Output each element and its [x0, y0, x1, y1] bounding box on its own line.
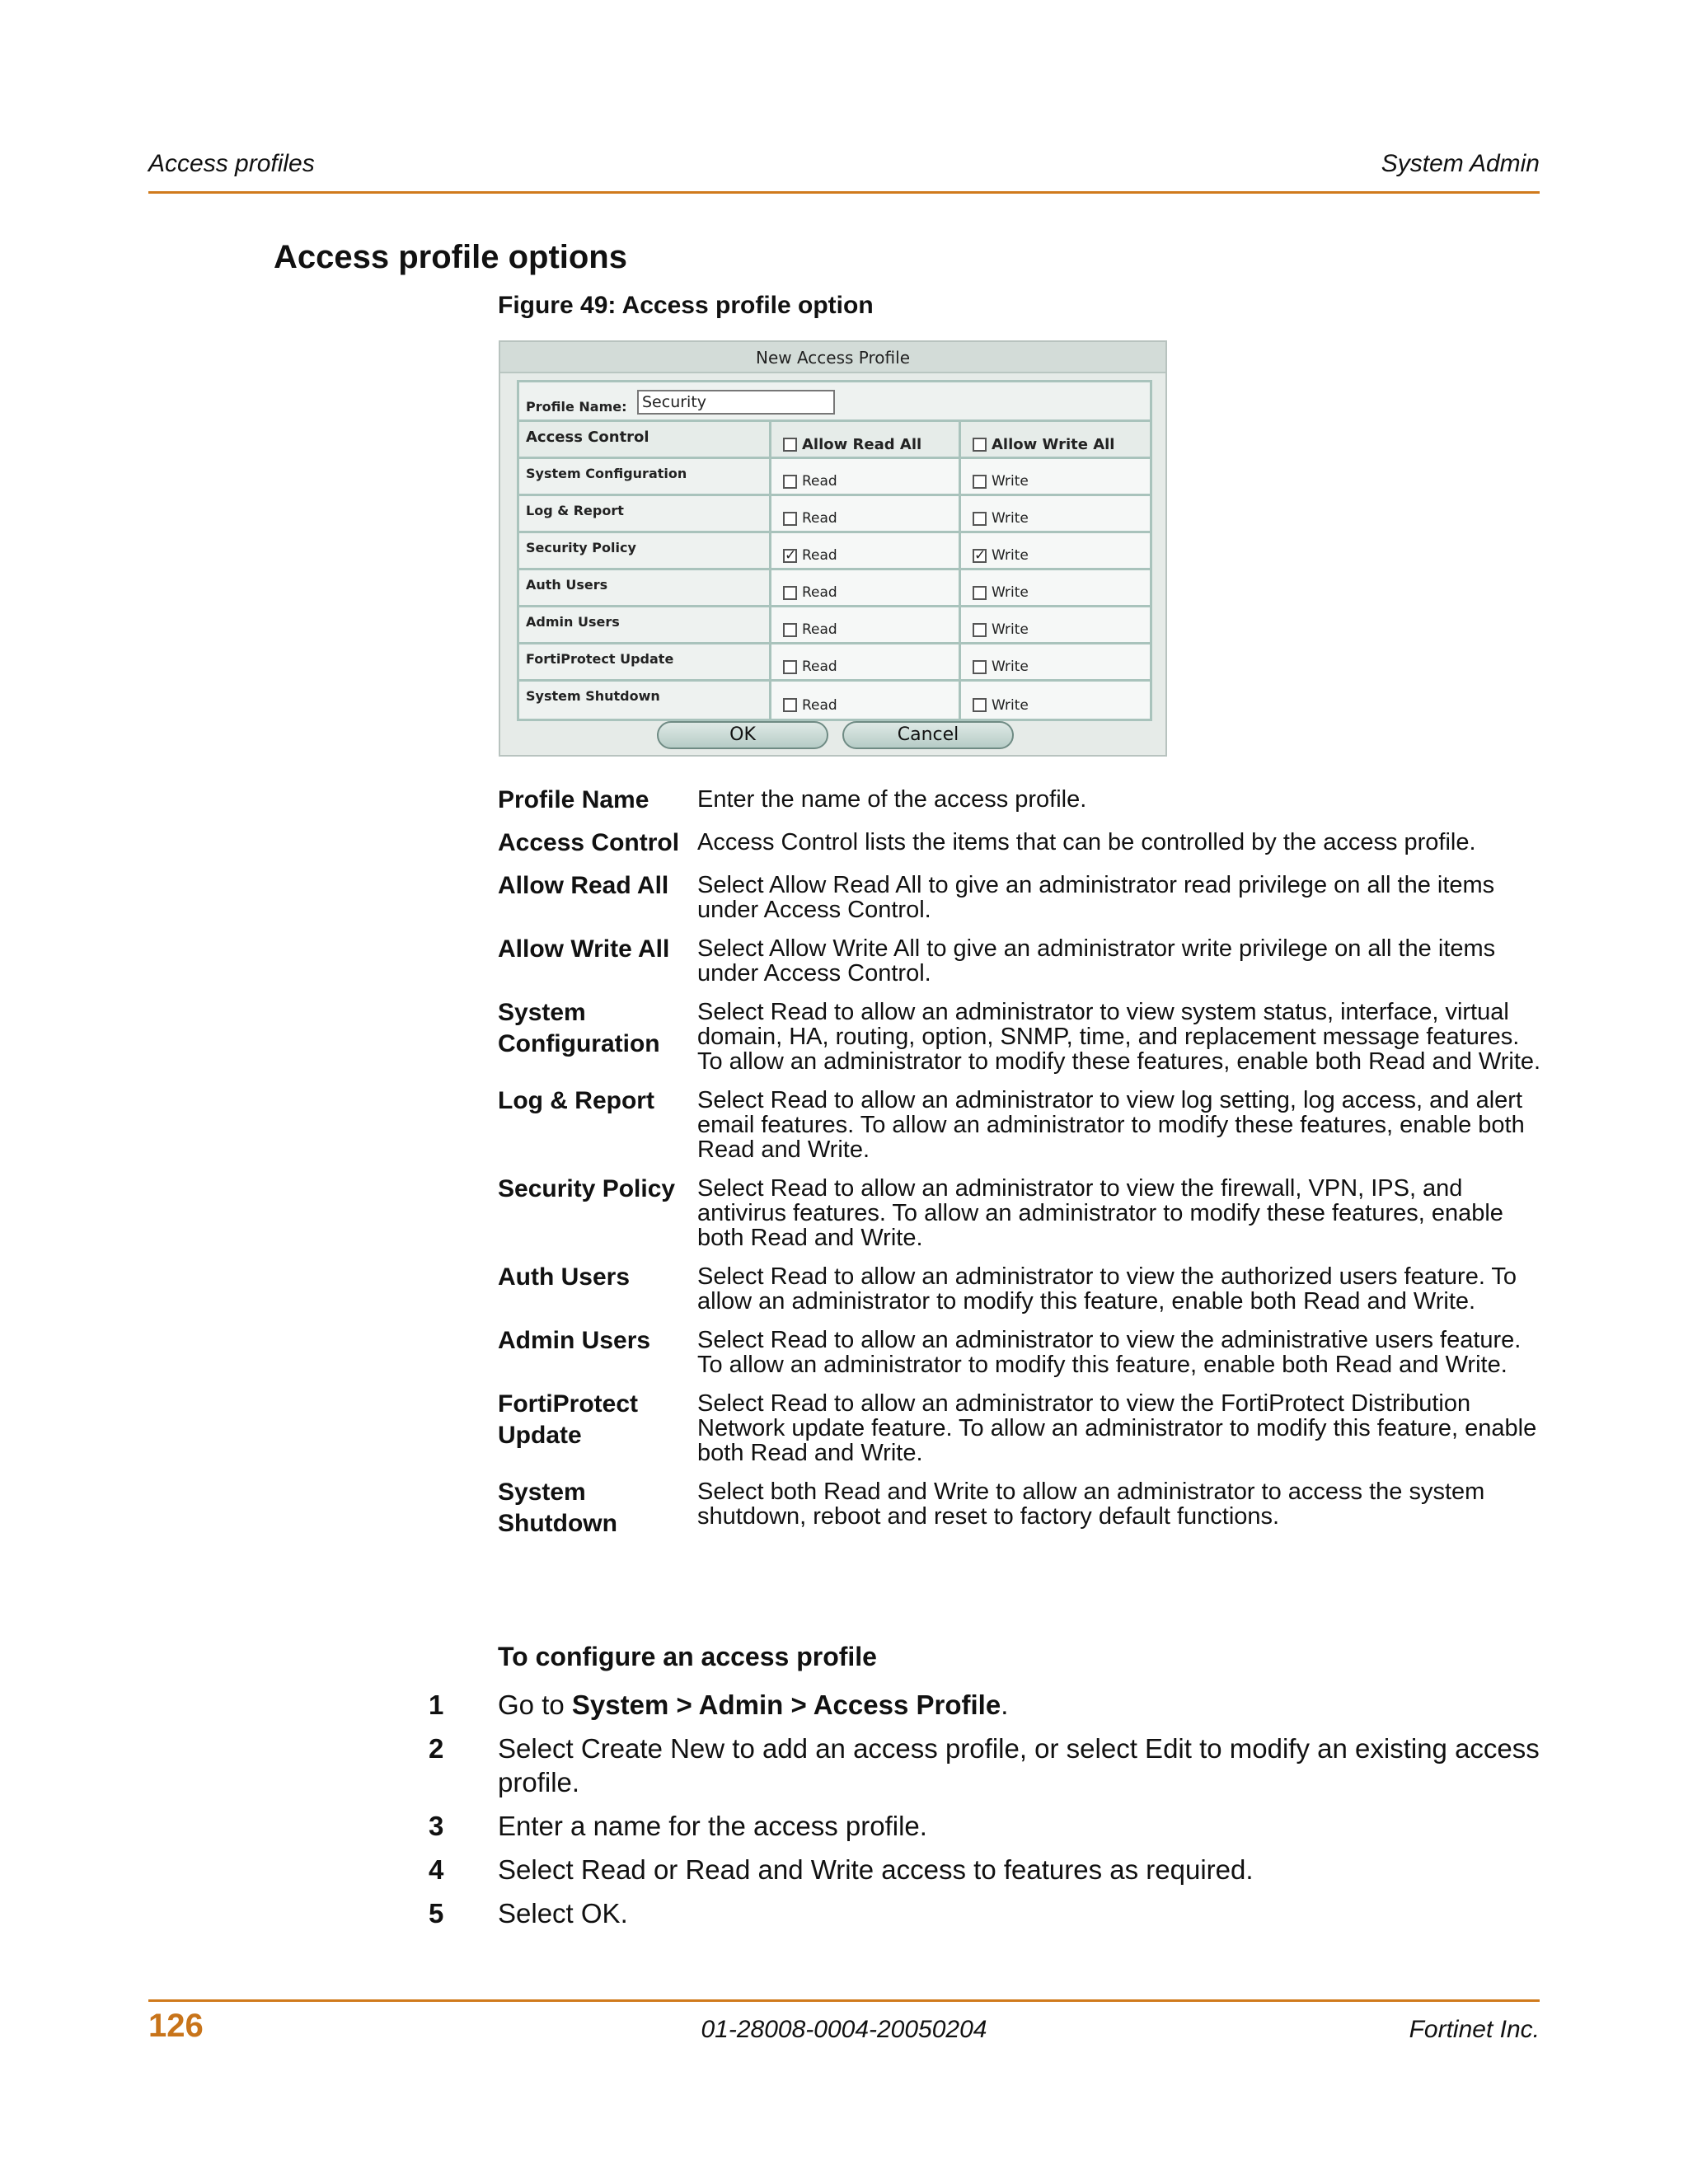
read-checkbox[interactable]	[783, 475, 797, 489]
write-checkbox[interactable]	[973, 586, 987, 600]
definition-term: Auth Users	[498, 1263, 631, 1291]
footer-rule	[148, 1999, 1540, 2002]
feature-row-security-policy	[519, 533, 1150, 570]
section-title: Access profile options	[274, 239, 627, 275]
step-text	[498, 1896, 1550, 1930]
read-checkbox[interactable]	[783, 623, 797, 637]
access-control-label: Access Control	[519, 422, 771, 457]
step-text-pre: Select Read or Read and Write access to features as required.	[498, 1854, 1254, 1885]
read-checkbox[interactable]	[783, 586, 797, 600]
header-rule	[148, 191, 1540, 194]
definition-item	[498, 870, 1545, 922]
definition-item	[498, 827, 1545, 859]
write-checkbox[interactable]	[973, 698, 987, 712]
definition-item	[498, 934, 1545, 986]
read-label: Read	[802, 696, 837, 714]
definition-description: Select Read to allow an administrator to view system status, interface, virtual domain, HA, routing, option, SNMP, time, and replacement message features. To allow an administrator to modify these features, enable both Read and Write.	[697, 999, 1541, 1075]
read-label: Read	[802, 510, 837, 527]
feature-name: System Configuration	[519, 459, 771, 494]
definition-item	[498, 785, 1545, 816]
profile-name-input[interactable]: Security	[637, 390, 835, 415]
cancel-button[interactable]: Cancel	[842, 721, 1014, 749]
write-checkbox[interactable]	[973, 475, 987, 489]
dialog-buttons	[500, 721, 1165, 752]
read-checkbox[interactable]	[783, 512, 797, 526]
definition-term: Security Policy	[498, 1175, 676, 1202]
page-number: 126	[148, 2008, 204, 2044]
definition-term: Access Control	[498, 829, 680, 856]
feature-row-auth-users	[519, 570, 1150, 607]
read-cell	[771, 570, 961, 605]
definition-description: Access Control lists the items that can be controlled by the access profile.	[697, 829, 1476, 855]
write-cell	[961, 570, 1150, 605]
running-header-left: Access profiles	[148, 150, 315, 177]
allow-write-all-checkbox[interactable]	[973, 438, 987, 452]
profile-name-row	[519, 382, 1150, 422]
definition-description: Enter the name of the access profile.	[697, 786, 1087, 813]
write-cell	[961, 607, 1150, 642]
document-id: 01-28008-0004-20050204	[701, 2016, 987, 2043]
feature-name: Security Policy	[519, 533, 771, 568]
procedure-step	[429, 1896, 1550, 1930]
procedure-step	[429, 1809, 1550, 1843]
definition-term: Admin Users	[498, 1327, 651, 1354]
feature-name: Log & Report	[519, 496, 771, 531]
definition-item	[498, 1477, 1545, 1540]
definition-description: Select Read to allow an administrator to view the firewall, VPN, IPS, and antivirus features. To allow an administrator to modify these features, enable both Read and Write.	[697, 1175, 1503, 1251]
allow-write-all-cell	[961, 422, 1150, 457]
definition-description: Select Read to allow an administrator to view the authorized users feature. To allow an administrator to modify this feature, enable both Read and Write.	[697, 1263, 1517, 1315]
feature-row-admin-users	[519, 607, 1150, 644]
step-number: 4	[429, 1854, 444, 1885]
step-text	[498, 1688, 1550, 1722]
procedure-step	[429, 1853, 1550, 1886]
write-checkbox[interactable]	[973, 623, 987, 637]
allow-read-all-checkbox[interactable]	[783, 438, 797, 452]
definition-term: Log & Report	[498, 1087, 654, 1114]
step-number: 3	[429, 1811, 444, 1841]
dialog-title: New Access Profile	[500, 342, 1165, 373]
step-text-pre: Go to	[498, 1690, 572, 1720]
read-label: Read	[802, 473, 837, 490]
write-cell	[961, 459, 1150, 494]
allow-write-all-label: Allow Write All	[992, 435, 1115, 453]
definition-item	[498, 1262, 1545, 1314]
write-label: Write	[992, 473, 1029, 490]
procedure-step	[429, 1688, 1550, 1722]
write-cell	[961, 644, 1150, 679]
definition-term: System Configuration	[498, 999, 660, 1057]
read-cell	[771, 607, 961, 642]
feature-name: Auth Users	[519, 570, 771, 605]
definition-list	[498, 785, 1545, 1551]
allow-read-all-cell	[771, 422, 961, 457]
definition-item	[498, 1389, 1545, 1465]
allow-read-all-label: Allow Read All	[802, 435, 922, 453]
definition-term: System Shutdown	[498, 1479, 617, 1537]
definition-item	[498, 1085, 1545, 1162]
read-cell	[771, 644, 961, 679]
definition-description: Select Allow Read All to give an administrator read privilege on all the items under Access Control.	[697, 872, 1495, 923]
read-label: Read	[802, 547, 837, 564]
dialog-form	[517, 380, 1152, 721]
step-text-pre: Select Create New to add an access profile, or select Edit to modify an existing access profile.	[498, 1733, 1540, 1797]
feature-name: FortiProtect Update	[519, 644, 771, 679]
step-text	[498, 1732, 1550, 1799]
procedure-title: To configure an access profile	[498, 1642, 877, 1671]
read-label: Read	[802, 658, 837, 675]
write-label: Write	[992, 696, 1029, 714]
access-control-header-row	[519, 422, 1150, 459]
read-checkbox[interactable]: ✓	[785, 546, 797, 564]
write-label: Write	[992, 658, 1029, 675]
definition-description: Select Read to allow an administrator to view the FortiProtect Distribution Network update feature. To allow an administrator to modify this feature, enable both Read and Write.	[697, 1390, 1537, 1466]
step-text-pre: Select OK.	[498, 1898, 628, 1929]
feature-name: Admin Users	[519, 607, 771, 642]
write-checkbox[interactable]	[973, 660, 987, 674]
feature-row-system-configuration	[519, 459, 1150, 496]
read-checkbox[interactable]	[783, 660, 797, 674]
company-name: Fortinet Inc.	[1409, 2016, 1540, 2043]
step-text	[498, 1809, 1550, 1843]
step-number: 5	[429, 1898, 444, 1929]
definition-item	[498, 1174, 1545, 1250]
definition-item	[498, 1325, 1545, 1377]
definition-description: Select Read to allow an administrator to view the administrative users feature. To allow an administrator to modify this feature, enable both Read and Write.	[697, 1327, 1522, 1378]
procedure-steps	[429, 1688, 1550, 1940]
read-cell	[771, 533, 961, 568]
write-checkbox[interactable]	[973, 512, 987, 526]
profile-name-label: Profile Name:	[526, 399, 627, 415]
read-cell	[771, 459, 961, 494]
feature-row-system-shutdown	[519, 682, 1150, 719]
step-text-menu-path: System > Admin > Access Profile	[571, 1690, 1001, 1720]
write-label: Write	[992, 621, 1029, 638]
feature-row-log-report	[519, 496, 1150, 533]
read-checkbox[interactable]	[783, 698, 797, 712]
step-text-post: .	[1001, 1690, 1009, 1720]
read-label: Read	[802, 584, 837, 601]
definition-description: Select both Read and Write to allow an administrator to access the system shutdown, reboot and reset to factory default functions.	[697, 1479, 1485, 1530]
write-cell	[961, 496, 1150, 531]
feature-name: System Shutdown	[519, 682, 771, 719]
step-number: 2	[429, 1733, 444, 1764]
write-cell	[961, 533, 1150, 568]
step-text	[498, 1853, 1550, 1886]
step-text-pre: Enter a name for the access profile.	[498, 1811, 927, 1841]
write-label: Write	[992, 584, 1029, 601]
running-header-right: System Admin	[1381, 150, 1540, 177]
ok-button[interactable]: OK	[657, 721, 828, 749]
definition-item	[498, 997, 1545, 1074]
definition-description: Select Allow Write All to give an administrator write privilege on all the items under Access Control.	[697, 935, 1496, 987]
definition-term: Profile Name	[498, 786, 649, 813]
definition-term: Allow Write All	[498, 935, 670, 963]
feature-rows	[519, 459, 1150, 719]
definition-term: FortiProtect Update	[498, 1390, 639, 1449]
access-profile-dialog	[499, 340, 1167, 757]
procedure-step	[429, 1732, 1550, 1799]
write-checkbox[interactable]: ✓	[974, 546, 987, 564]
write-label: Write	[992, 510, 1029, 527]
write-label: Write	[992, 547, 1029, 564]
write-cell	[961, 682, 1150, 719]
read-cell	[771, 496, 961, 531]
step-number: 1	[429, 1690, 444, 1720]
definition-term: Allow Read All	[498, 872, 669, 899]
feature-row-fortiprotect-update	[519, 644, 1150, 682]
read-label: Read	[802, 621, 837, 638]
figure-caption: Figure 49: Access profile option	[498, 292, 874, 319]
definition-description: Select Read to allow an administrator to view log setting, log access, and alert email features. To allow an administrator to modify these features, enable both Read and Write.	[697, 1087, 1525, 1163]
read-cell	[771, 682, 961, 719]
